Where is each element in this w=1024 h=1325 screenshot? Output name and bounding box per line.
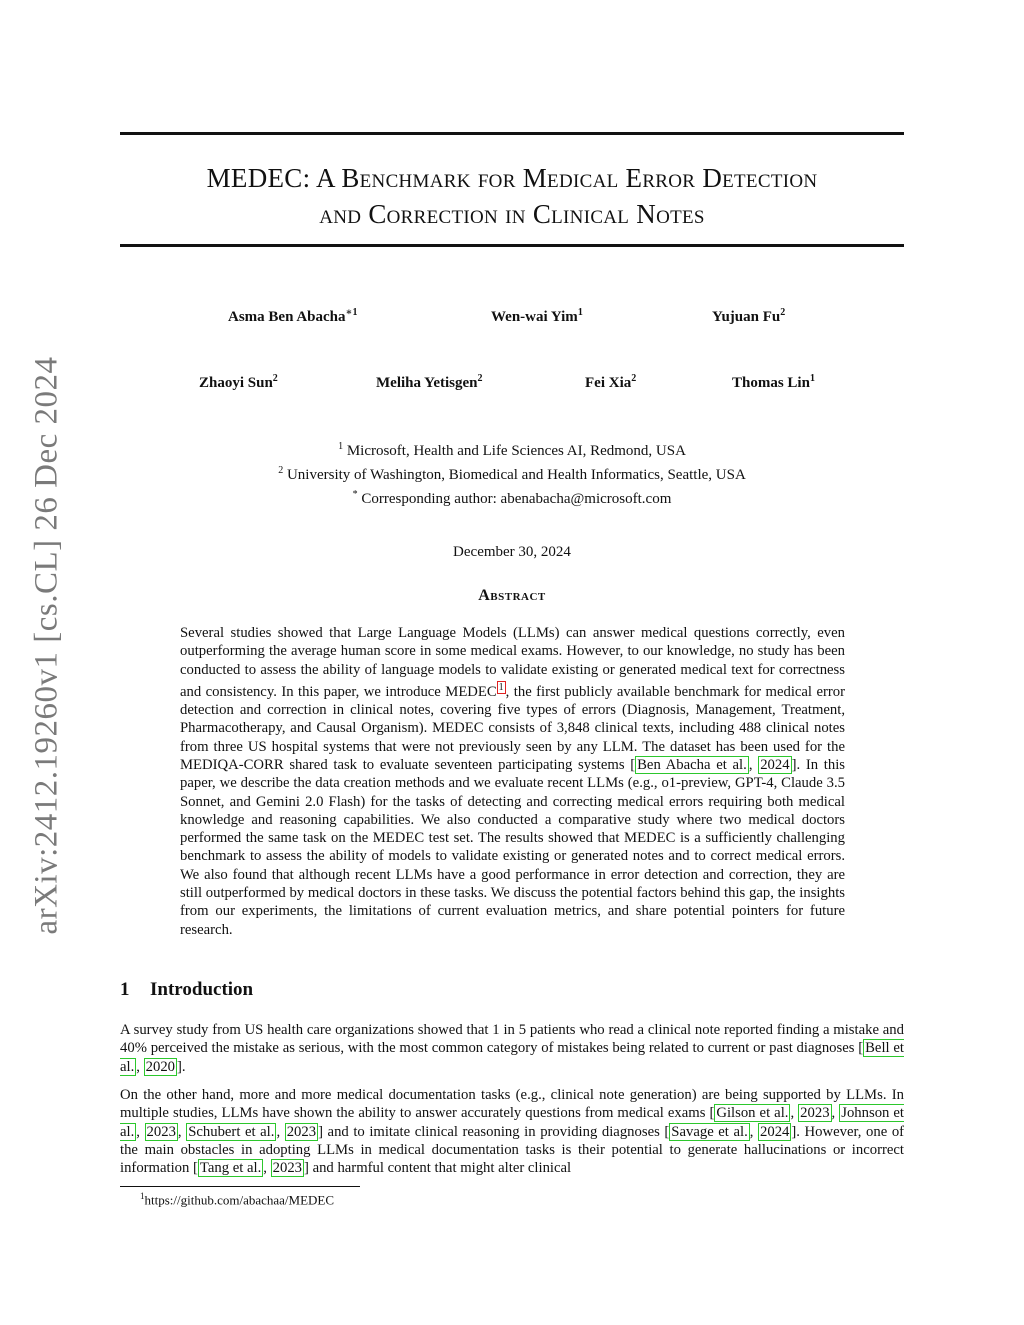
citation-link[interactable]: Schubert et al. — [188, 1123, 275, 1140]
section-heading-introduction: 1 Introduction — [120, 979, 254, 1000]
footnote-link-1[interactable]: 1 — [498, 681, 504, 693]
citation-year-link[interactable]: 2023 — [272, 1160, 302, 1177]
citation-year-link[interactable]: 2023 — [800, 1105, 830, 1122]
arxiv-stamp-text: arXiv:2412.19260v1 [cs.CL] 26 Dec 2024 — [28, 355, 65, 935]
abstract-body: Several studies showed that Large Language Models (LLMs) can answer medical questions correctly, even outperforming the average human score in some medical exams. However, to our knowledge, no study has been conducted to assess the ability of language models to validate existing or generated medical text for correctness and consistency. In this paper, we introduce MEDEC $^1$ , the first publicly available benchmark for medical error detection and correction in clinical notes, covering five types of errors (Diagnosis, Management, Treatment, Pharmacotherapy, and Causal Organism). MEDEC consists of 3,848 clinical texts, including 488 clinical notes from three US hospital systems that were not previously seen by any LLM. The dataset has been used for the MEDIQA-CORR shared task to evaluate seventeen participating systems [ Ben Abacha et al. , 2024 ]. In this paper, we describe the data creation methods and we evaluate recent LLMs (e.g., o1-preview, GPT-4, Claude 3.5 Sonnet, and Gemini 2.0 Flash) for the tasks of detecting and correcting medical errors requiring both medical knowledge and reasoning capabilities. We also conducted a comparative study where two medical doctors performed the same task on the MEDEC test set. The results showed that MEDEC is a sufficiently challenging benchmark to assess the ability of models to validate existing or generated notes and to correct medical errors. We also found that although recent LLMs have a good performance in error detection and correction, they are still outperformed by medical doctors in these tasks. We discuss the potential factors behind this gap, the insights from our experiments, the limitations of current evaluation metrics, and share potential pointers for future research. — [180, 625, 845, 938]
title-top-rule — [120, 132, 904, 135]
title-bottom-rule — [120, 244, 904, 247]
citation-year-link[interactable]: 2024 — [760, 756, 790, 773]
citation-link[interactable]: Gilson et al. — [716, 1105, 789, 1122]
intro-paragraph-1: A survey study from US health care organizations showed that 1 in 5 patients who read a clinical note reported finding a mistake and 40% perceived the mistake as serious, with the most common category of mistakes being related to current or past diagnoses [ Bell et al. , 2020 ]. — [120, 1022, 904, 1075]
citation-link[interactable]: Bell et al. — [120, 1040, 904, 1075]
author-5: Meliha Yetisgen$^2$ — [376, 373, 483, 391]
title-line-2: and Correction in Clinical Notes — [319, 199, 705, 229]
affiliation-corresponding: * Corresponding author: abenabacha@microsoft.com — [352, 489, 672, 507]
paper-title — [120, 160, 904, 232]
citation-year-link[interactable]: 2023 — [146, 1123, 176, 1140]
affiliation-2: $^2$ University of Washington, Biomedical and Health Informatics, Seattle, USA — [278, 465, 746, 483]
author-4: Zhaoyi Sun$^2$ — [199, 373, 278, 391]
citation-link[interactable]: Savage et al. — [671, 1123, 748, 1140]
author-7: Thomas Lin$^1$ — [732, 373, 815, 391]
citation-link[interactable]: Johnson et al. — [120, 1105, 905, 1140]
author-3: Yujuan Fu$^2$ — [712, 307, 786, 325]
affiliation-1: $^1$ Microsoft, Health and Life Sciences AI, Redmond, USA — [338, 441, 686, 459]
author-2: Wen-wai Yim$^1$ — [491, 307, 583, 325]
citation-year-link[interactable]: 2024 — [760, 1123, 790, 1140]
footnote-url-link[interactable]: https://github.com/abachaa/MEDEC — [144, 1192, 335, 1208]
arxiv-stamp — [22, 350, 72, 940]
citation-year-link[interactable]: 2020 — [145, 1058, 175, 1075]
author-6: Fei Xia$^2$ — [585, 373, 637, 391]
footnote-1: $^1$https://github.com/abachaa/MEDEC — [140, 1191, 335, 1208]
intro-paragraph-2: On the other hand, more and more medical documentation tasks (e.g., clinical note generation) are being supported by LLMs. In multiple studies, LLMs have shown the ability to answer accurately questions from medical exams [ Gilson et al. , 2023 , Johnson et al. , 2023 , Schubert et al. , 2023 ] and to imitate clinical reasoning in providing diagnoses [ Savage et al. , 2024 ]. However, one of the main obstacles in adopting LLMs in medical documentation tasks is their potential to generate hallucinations or incorrect information [ Tang et al. , 2023 ] and harmful content that might alter clinical — [120, 1087, 905, 1177]
title-line-1: MEDEC: A Benchmark for Medical Error Detection — [206, 163, 818, 193]
author-1: Asma Ben Abacha$^{∗1}$ — [228, 307, 358, 325]
citation-link[interactable]: Ben Abacha et al. — [637, 756, 747, 773]
affiliations — [120, 437, 904, 509]
paper-date: December 30, 2024 — [453, 544, 571, 560]
footnote-rule — [120, 1186, 360, 1187]
citation-link[interactable]: Tang et al. — [199, 1160, 262, 1177]
citation-year-link[interactable]: 2023 — [286, 1123, 317, 1140]
abstract-heading: Abstract — [478, 587, 546, 604]
